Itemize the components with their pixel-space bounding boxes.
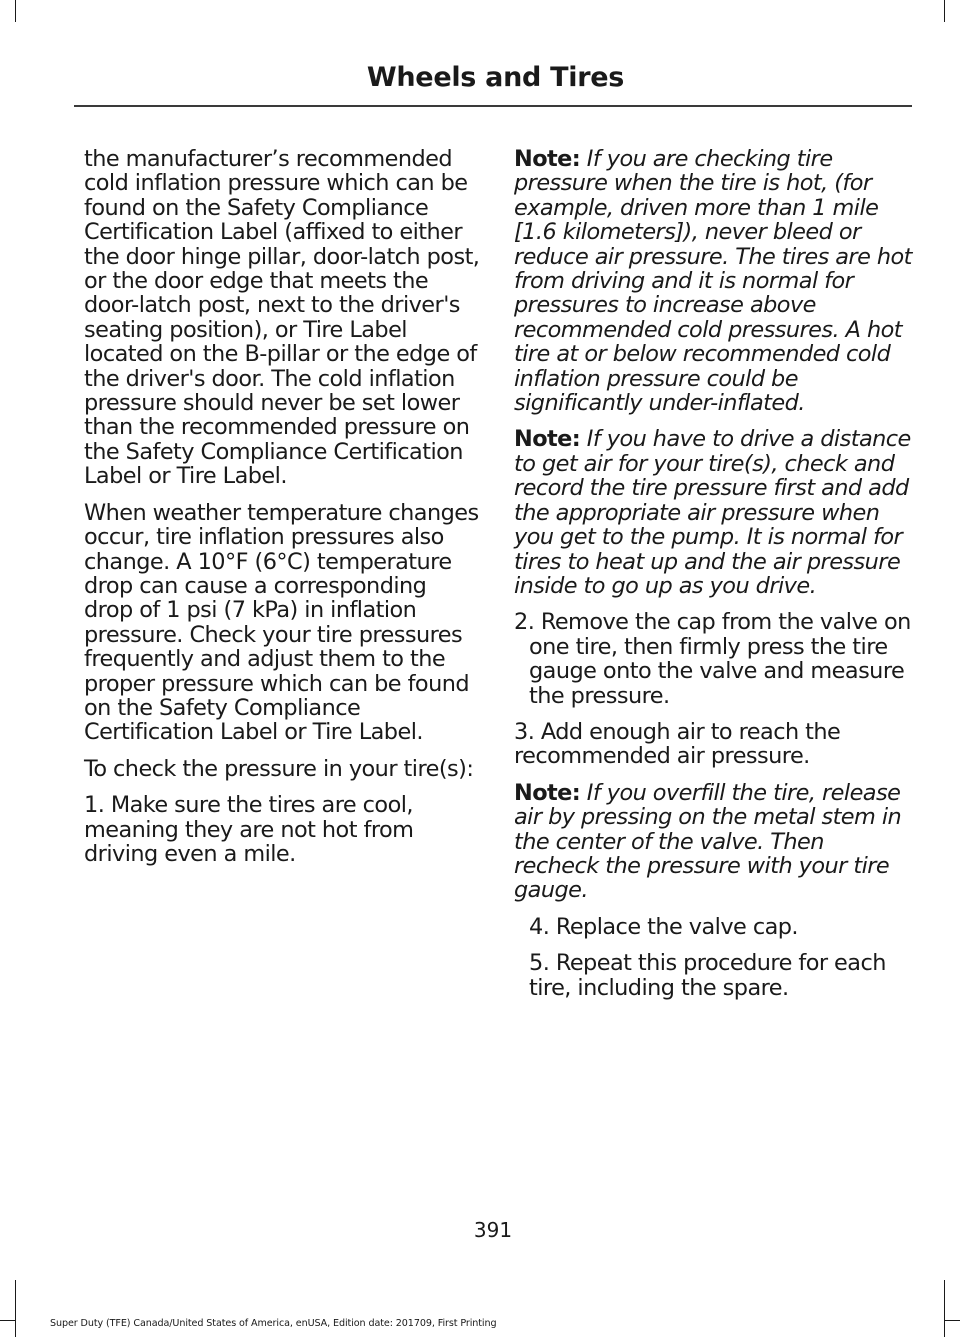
paragraph-check-pressure-intro: To check the pressure in your tire(s):: [84, 755, 474, 782]
note-overfill: [514, 781, 912, 903]
footer-edition-info: Super Duty (TFE) Canada/United States of America, enUSA, Edition date: 201709, First Printing: [50, 1318, 497, 1329]
header-divider: [74, 105, 912, 107]
note-text: If you have to drive a distance to get air for your tire(s), check and record the tire pressure first and add the appropriate air pressure when you get to the pump. It is normal for tires to heat up and the air pressure inside to go up as you drive.: [514, 426, 911, 599]
paragraph-temperature-changes: When weather temperature changes occur, tire inflation pressures also change. A 10°F (6°C) temperature drop can cause a corresponding drop of 1 psi (7 kPa) in inflation pressure. Check your tire pressures frequently and adjust them to the proper pressure which can be found on the Safety Compliance Certification Label or Tire Label.: [84, 499, 479, 746]
crop-mark-top-left: [15, 0, 16, 22]
note-label: Note:: [514, 146, 581, 172]
crop-mark-top-right: [944, 0, 945, 22]
note-label: Note:: [514, 779, 581, 806]
step-1: 1. Make sure the tires are cool, meaning they are not hot from driving even a mile.: [84, 792, 414, 867]
crop-mark-bottom-right-horizontal: [945, 1320, 960, 1321]
right-column: [514, 147, 912, 1012]
page-title: Wheels and Tires: [366, 62, 624, 93]
crop-mark-bottom-left: [15, 1280, 16, 1337]
page-number: 391: [473, 1218, 513, 1242]
left-column: [84, 147, 480, 878]
crop-mark-bottom-left-horizontal: [0, 1320, 15, 1321]
note-text: If you are checking tire pressure when the tire is hot, (for example, driven more than 1 mile [1.6 kilometers]), never bleed or reduce air pressure. The tires are hot from driving and it is normal for pressures to increase above recommended cold pressures. A hot tire at or below recommended cold inflation pressure could be significantly under-inflated.: [514, 146, 912, 417]
note-text: If you overfill the tire, release air by pressing on the metal stem in the center of the valve. Then recheck the pressure with your tire gauge.: [514, 779, 902, 904]
step-2: 2. Remove the cap from the valve on one tire, then firmly press the tire gauge onto the valve and measure the pressure.: [514, 609, 911, 709]
step-4: 4. Replace the valve cap.: [529, 913, 798, 940]
paragraph-recommended-pressure: the manufacturer’s recommended cold inflation pressure which can be found on the Safety Compliance Certification Label (affixed to either the door hinge pillar, door-latch post, or the door edge that meets the door-latch post, next to the driver's seating position), or Tire Label located on the B-pillar or the edge of the driver's door. The cold inflation pressure should never be set lower than the recommended pressure on the Safety Compliance Certification Label or Tire Label.: [84, 146, 480, 490]
step-5: 5. Repeat this procedure for each tire, including the spare.: [529, 950, 886, 1001]
note-drive-distance: [514, 427, 912, 598]
step-3: 3. Add enough air to reach the recommended air pressure.: [514, 718, 841, 770]
crop-mark-bottom-right: [944, 1280, 945, 1337]
note-label: Note:: [514, 426, 581, 453]
note-hot-tire: [514, 147, 912, 415]
